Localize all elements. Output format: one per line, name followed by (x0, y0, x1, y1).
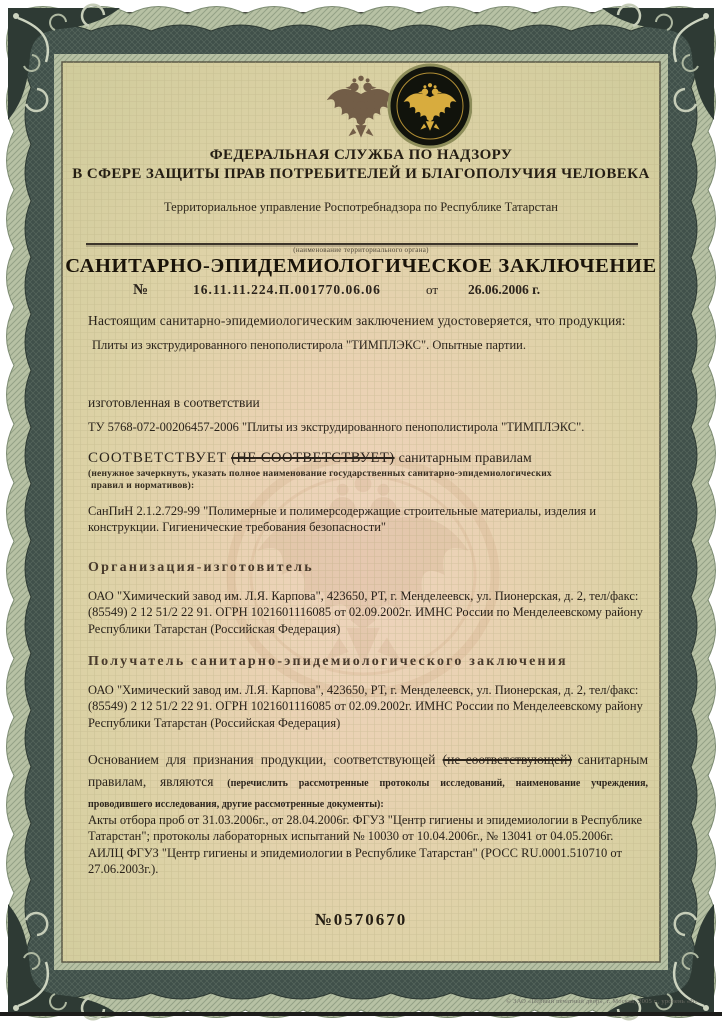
date-label: от (426, 282, 439, 297)
rospotrebnadzor-round-seal (389, 65, 471, 147)
sanpin-reference: СанПиН 2.1.2.729-99 "Полимерные и полимерсодержащие строительные материалы, изделия и конструкции. Гигиенические требования безопасности" (88, 504, 597, 535)
product-description: Плиты из экструдированного пенополистирола "ТИМПЛЭКС". Опытные партии. (92, 338, 526, 352)
basis-note: (перечислить рассмотренные протоколы исследований, наименование учреждения, проводившего исследования, другие рассмотренные документы): (88, 777, 648, 811)
complies-label: СООТВЕТСТВУЕТ (88, 450, 228, 466)
manufacturer-details: ОАО "Химический завод им. Л.Я. Карпова", 423650, РТ, г. Менделеевск, ул. Пионерская, д. 2, тел/факс: (85549) 2 12 51/2 22 91. ОГРН 1021601116085 от 02.09.2002г. ИМНС России по Менделеевскому району Республики Татарстан (Российская Федерация) (88, 589, 643, 636)
number-label: № (133, 282, 149, 298)
territorial-caption: (наименование территориального органа) (293, 246, 429, 254)
certificate-date: 26.06.2006 г. (468, 282, 541, 297)
scan-edge-bottom (0, 1012, 722, 1016)
compliance-note-line2: правил и нормативов): (91, 481, 195, 491)
certificate-number: 16.11.11.224.П.001770.06.06 (193, 282, 381, 297)
divider-line (86, 243, 638, 245)
basis-struck: (не соответствующей) (442, 752, 572, 767)
document-title: САНИТАРНО-ЭПИДЕМИОЛОГИЧЕСКОЕ ЗАКЛЮЧЕНИЕ (65, 255, 657, 277)
recipient-details: ОАО "Химический завод им. Л.Я. Карпова", 423650, РТ, г. Менделеевск, ул. Пионерская, д. 2, тел/факс: (85549) 2 12 51/2 22 91. ОГРН 1021601116085 от 02.09.2002г. ИМНС России по Менделеевскому району Республики Татарстан (Российская Федерация) (88, 683, 643, 730)
territorial-body: Территориальное управление Роспотребнадзора по Республике Татарстан (164, 200, 558, 214)
not-complies-struck-label: (НЕ СООТВЕТСТВУЕТ) (231, 450, 395, 466)
technical-conditions: ТУ 5768-072-00206457-2006 "Плиты из экструдированного пенополистирола "ТИМПЛЭКС". (88, 420, 585, 434)
basis-documents: Акты отбора проб от 31.03.2006г., от 28.04.2006г. ФГУЗ "Центр гигиены и эпидемиологии в Республике Татарстан"; протоколы лабораторных испытаний № 10030 от 10.04.2006г., № 13041 от 04.05.2006г. АИЛЦ ФГУЗ "Центр гигиены и эпидемиологии в Республике Татарстан" (РОСС RU.0001.510710 от 27.06.2003г.). (88, 813, 643, 876)
complies-suffix: санитарным правилам (398, 451, 532, 466)
made-according-label: изготовленная в соответствии (88, 395, 260, 410)
russian-coat-of-arms-eagle (327, 76, 396, 138)
compliance-note-line1: (ненужное зачеркнуть, указать полное наименование государственных санитарно-эпидемиологических (88, 469, 552, 479)
basis-statement (88, 749, 648, 814)
form-serial-number: №0570670 (314, 910, 408, 929)
manufacturer-heading: Организация-изготовитель (88, 560, 314, 575)
recipient-heading: Получатель санитарно-эпидемиологического заключения (88, 654, 568, 669)
agency-name-line2: В СФЕРЕ ЗАЩИТЫ ПРАВ ПОТРЕБИТЕЛЕЙ И БЛАГОПОЛУЧИЯ ЧЕЛОВЕКА (72, 166, 650, 182)
basis-lead: Основанием для признания продукции, соответствующей (88, 752, 443, 767)
intro-statement: Настоящим санитарно-эпидемиологическим заключением удостоверяется, что продукция: (88, 313, 626, 328)
compliance-line (88, 449, 644, 467)
basis-line2: санитарным правилам, являются (88, 752, 649, 789)
header-emblems (322, 62, 472, 157)
agency-name-line1: ФЕДЕРАЛЬНАЯ СЛУЖБА ПО НАДЗОРУ (209, 147, 513, 163)
printer-imprint: © ЗАО «Первый печатный двор», г. Москва, 2005 г., уровень «В». (506, 998, 700, 1005)
